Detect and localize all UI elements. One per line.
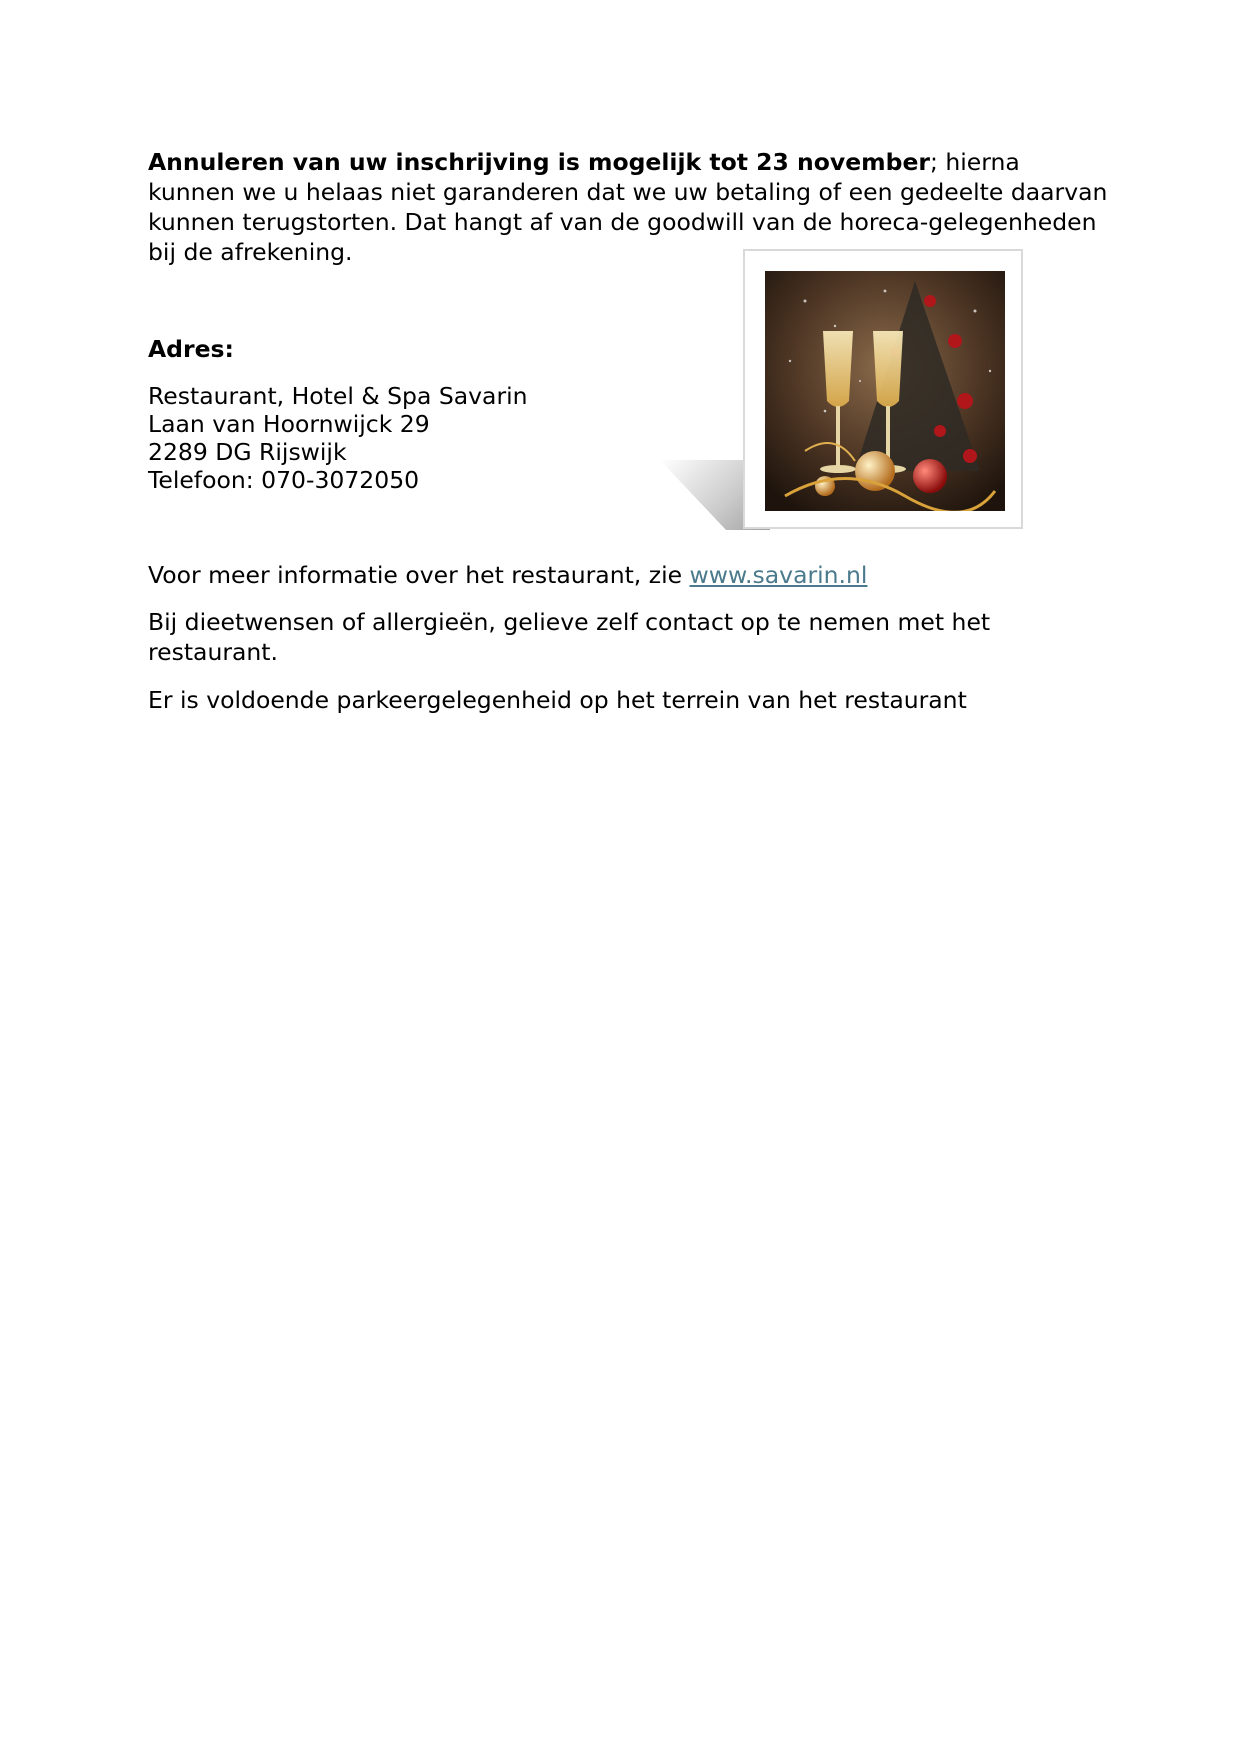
cancellation-deadline: Annuleren van uw inschrijving is mogelijk tot 23 november (148, 148, 930, 176)
website-link[interactable]: www.savarin.nl (689, 561, 868, 589)
info-text: Voor meer informatie over het restaurant, zie (148, 561, 690, 589)
diet-paragraph: Bij dieetwensen of allergieën, gelieve zelf contact op te nemen met het restaurant. (148, 608, 991, 666)
address-line-city: 2289 DG Rijswijk (148, 438, 347, 466)
address-line-name: Restaurant, Hotel & Spa Savarin (148, 382, 528, 410)
champagne-photo (765, 271, 1005, 511)
cancellation-details: ; hierna kunnen we u helaas niet garanderen dat we uw betaling of een gedeelte daarvan kunnen terugstorten. Dat hangt af van de goodwill van de horeca-gelegenheden bij de afrekening. (148, 148, 1108, 266)
address-block (148, 382, 528, 494)
address-line-phone: Telefoon: 070-3072050 (148, 466, 420, 494)
address-heading: Adres: (148, 335, 234, 363)
address-line-street: Laan van Hoornwijck 29 (148, 410, 430, 438)
champagne-photo-frame (743, 249, 1023, 529)
info-paragraph (148, 560, 867, 590)
parking-paragraph: Er is voldoende parkeergelegenheid op het terrein van het restaurant (148, 686, 967, 714)
